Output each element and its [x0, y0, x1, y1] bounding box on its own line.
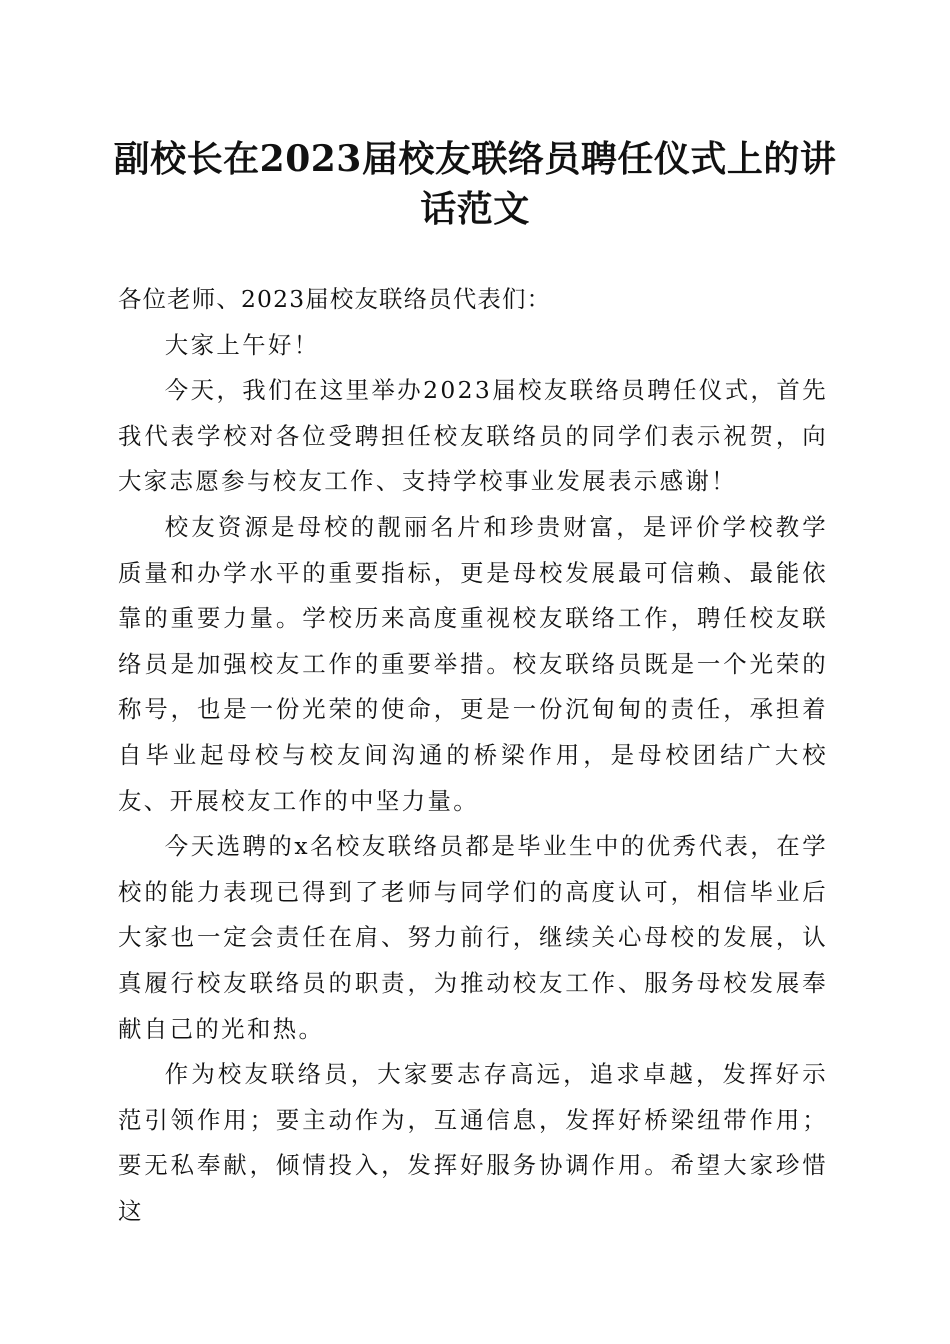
- document-body: [118, 277, 828, 1234]
- salutation: 各位老师、2023届校友联络员代表们：: [118, 285, 552, 313]
- paragraph-selected-liaisons: 今天选聘的x名校友联络员都是毕业生中的优秀代表，在学校的能力表现已得到了老师与同学们的高度认可，相信毕业后大家也一定会责任在肩、努力前行，继续关心母校的发展，认真履行校友联络员的职责，为推动校友工作、服务母校发展奉献自己的光和热。: [118, 832, 828, 1043]
- paragraph-alumni-resources: 校友资源是母校的靓丽名片和珍贵财富，是评价学校教学质量和办学水平的重要指标，更是母校发展最可信赖、最能依靠的重要力量。学校历来高度重视校友联络工作，聘任校友联络员是加强校友工作的重要举措。校友联络员既是一个光荣的称号，也是一份光荣的使命，更是一份沉甸甸的责任，承担着自毕业起母校与校友间沟通的桥梁作用，是母校团结广大校友、开展校友工作的中坚力量。: [118, 512, 828, 815]
- paragraph-expectations: 作为校友联络员，大家要志存高远，追求卓越，发挥好示范引领作用；要主动作为，互通信息，发挥好桥梁纽带作用；要无私奉献，倾情投入，发挥好服务协调作用。希望大家珍惜这: [118, 1060, 828, 1225]
- paragraph-opening: 今天，我们在这里举办2023届校友联络员聘任仪式，首先我代表学校对各位受聘担任校友联络员的同学们表示祝贺，向大家志愿参与校友工作、支持学校事业发展表示感谢！: [118, 376, 828, 496]
- paragraph-greeting: 大家上午好！: [164, 330, 320, 359]
- document-title: 副校长在2023届校友联络员聘任仪式上的讲话范文: [113, 138, 837, 230]
